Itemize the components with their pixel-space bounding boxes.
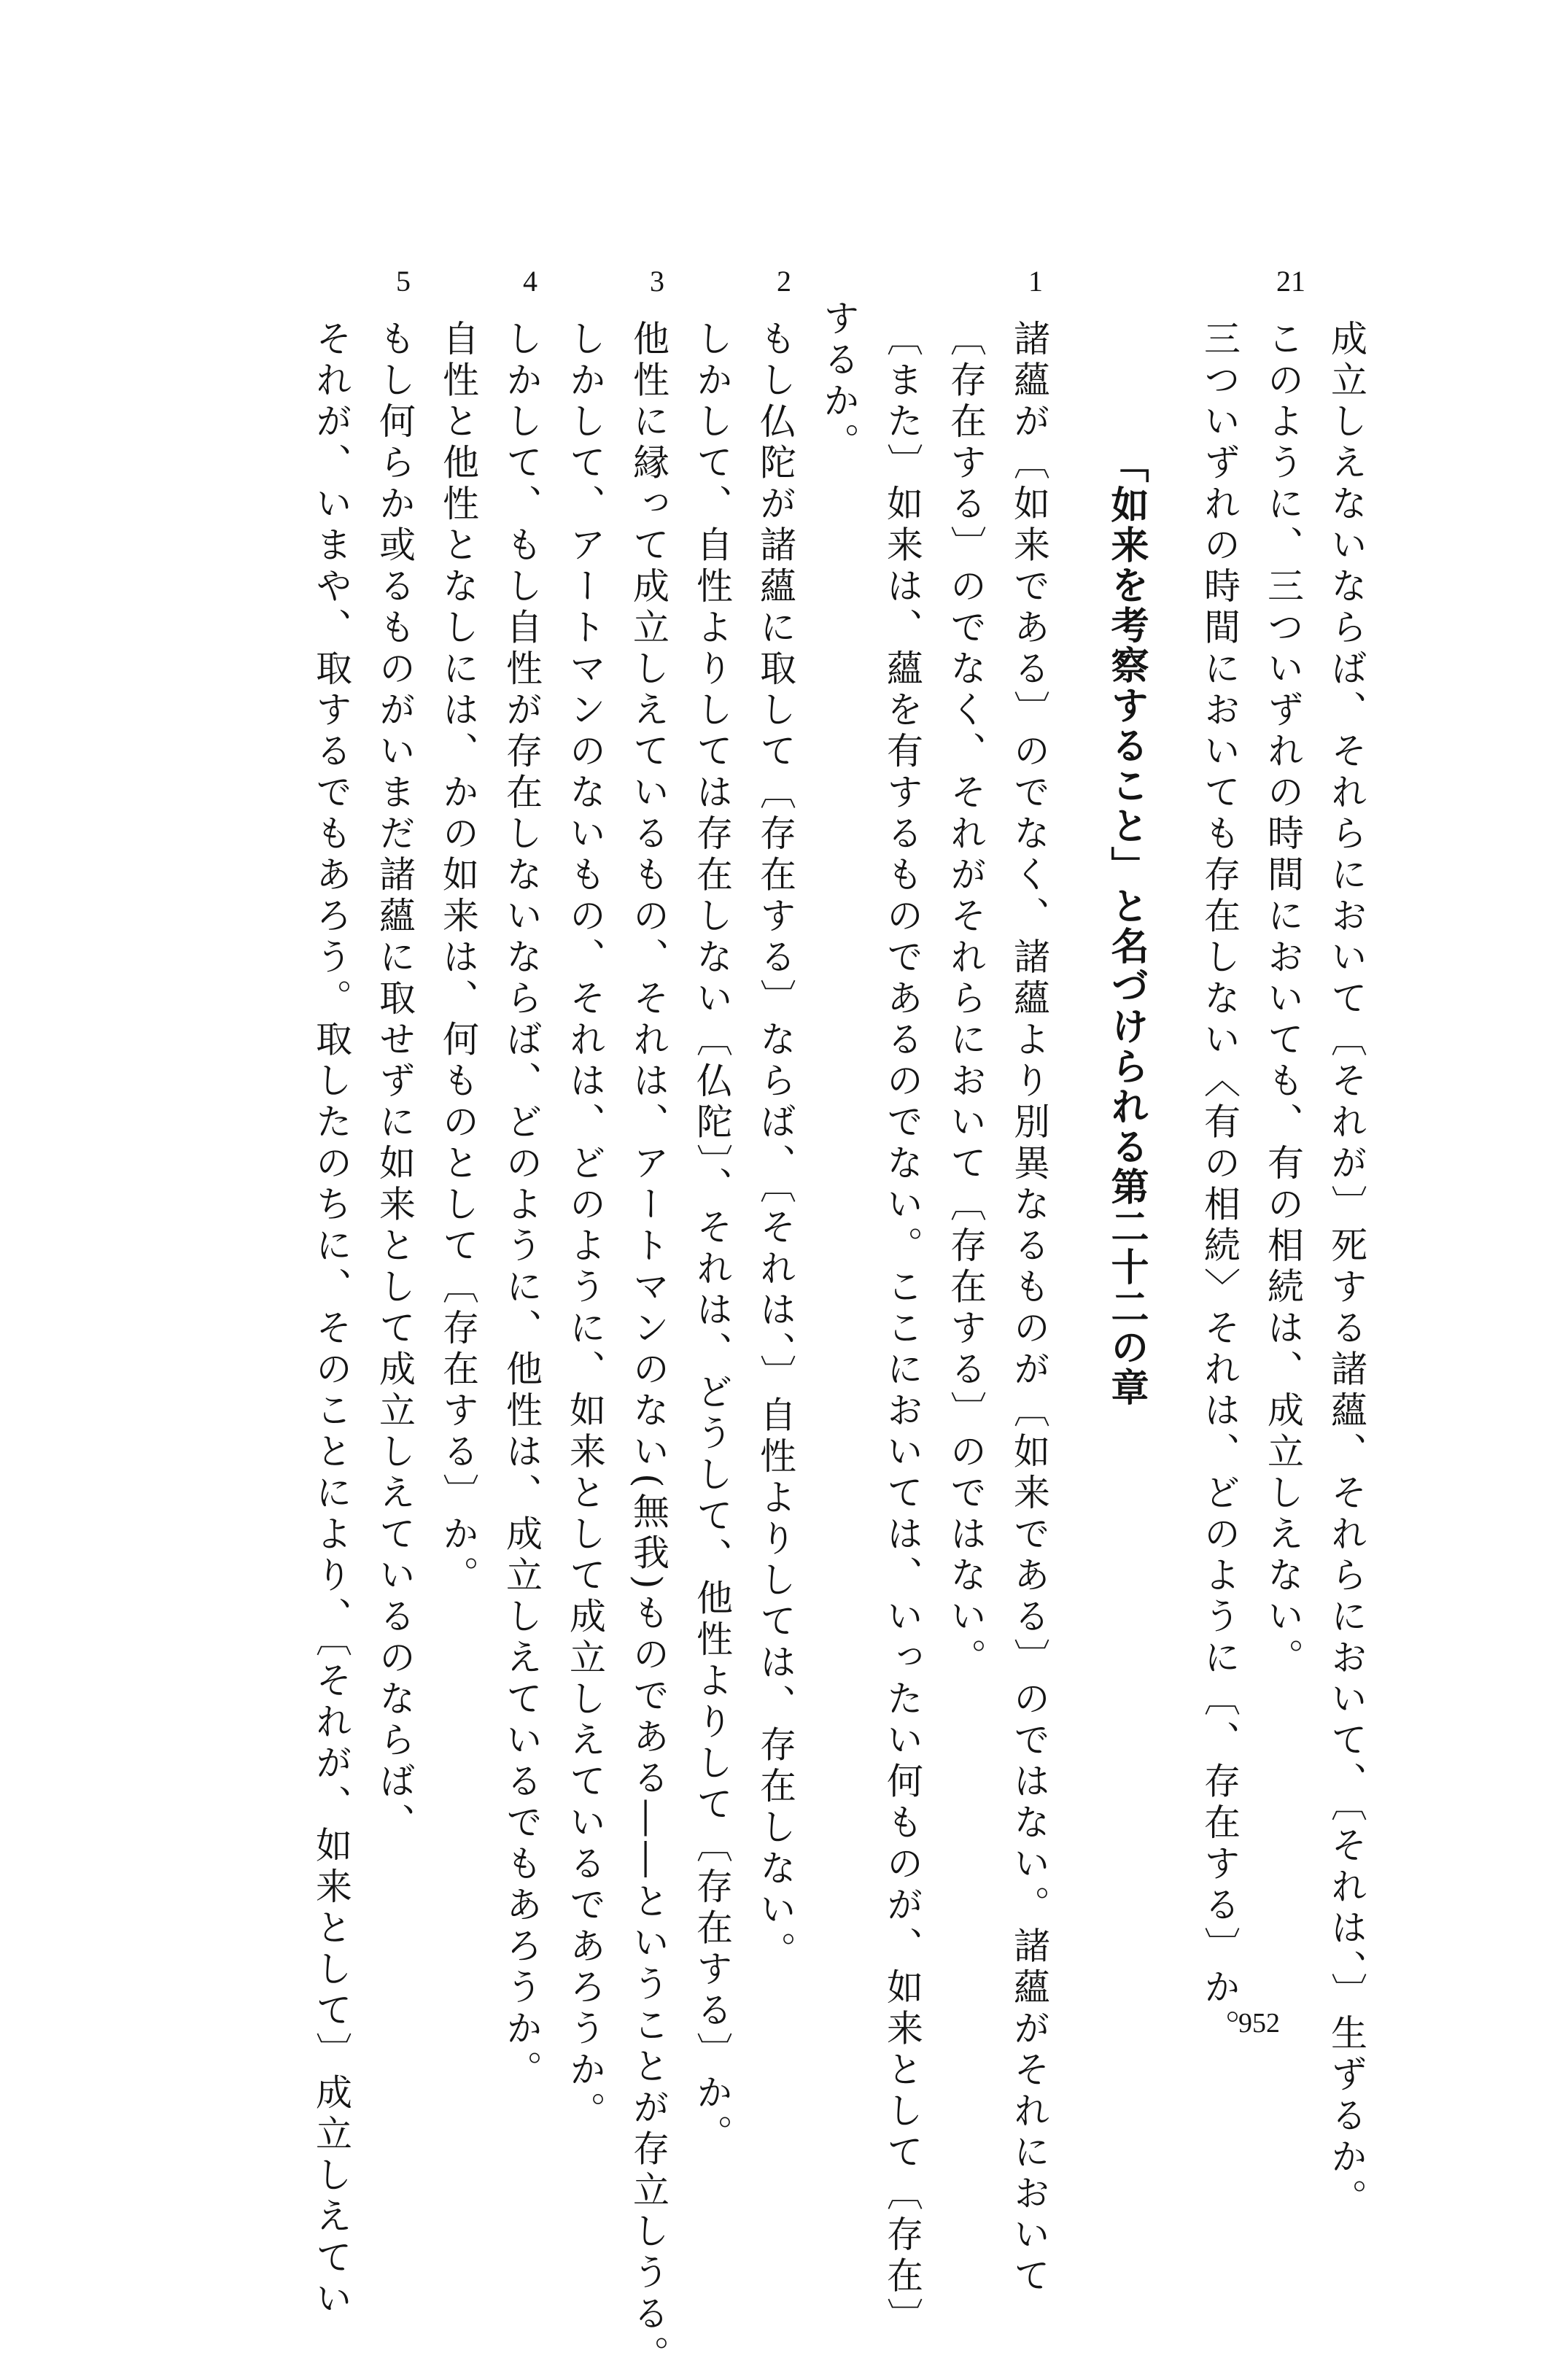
text-line: しかして、もし自性が存在しないならば、どのように、他性は、成立しえているでもあろうか。 (500, 319, 543, 2092)
chapter-heading: 「如来を考察すること」と名づけられる第二十二の章 (1104, 445, 1148, 1408)
text-line: 〔存在する〕のでなく、それがそれらにおいて〔存在する〕のではない。 (944, 319, 987, 1680)
text-line: それが、いまや、取するでもあろう。取したのちに、そのことにより、〔それが、如来として〕成立しえてい (310, 319, 352, 2321)
text-line: するか。 (818, 299, 860, 464)
text-line: 〔また〕如来は、蘊を有するものであるのでない。ここにおいては、いったい何ものが、如来として〔存在〕 (881, 319, 923, 2339)
verse-number: 4 (523, 265, 537, 298)
text-line: 自性と他性となしには、かの如来は、何ものとして〔存在する〕か。 (437, 319, 479, 1597)
text-line: このように、三ついずれの時間においても、有の相続は、成立しえない。 (1262, 319, 1304, 1680)
text-line: 諸蘊が〔如来である〕のでなく、諸蘊より別異なるものが〔如来である〕のではない。諸蘊がそれにおいて (1008, 319, 1050, 2297)
text-line: もし何らか或るものがいまだ諸蘊に取せずに如来として成立しえているのならば、 (373, 319, 416, 1845)
verse-number: 21 (1276, 265, 1305, 298)
text-line: 他性に縁って成立しえているもの、それは、アートマンのない(無我)ものである――ということが存立しうる。 (627, 319, 669, 2377)
verse-number: 3 (650, 265, 664, 298)
text-line: 成立しえないならば、それらにおいて〔それが〕死する諸蘊、それらにおいて、〔それは、〕生ずるか。 (1325, 319, 1367, 2220)
text-line: しかして、自性よりしては存在しない〔仏陀〕、それは、どうして、他性よりして〔存在する〕か。 (691, 319, 733, 2156)
text-line: 三ついずれの時間においても存在しない〈有の相続〉それは、どのように〔、存在する〕か。 (1198, 319, 1241, 2050)
verse-number: 1 (1028, 265, 1043, 298)
text-line: もし仏陀が諸蘊に取して〔存在する〕ならば、〔それは、〕自性よりしては、存在しない。 (754, 319, 796, 1973)
verse-number: 2 (777, 265, 791, 298)
text-line: しかして、アートマンのないもの、それは、どのように、如来として成立しえているであろうか。 (564, 319, 606, 2133)
verse-number: 5 (396, 265, 411, 298)
page-number: 952 (1238, 2008, 1280, 2039)
